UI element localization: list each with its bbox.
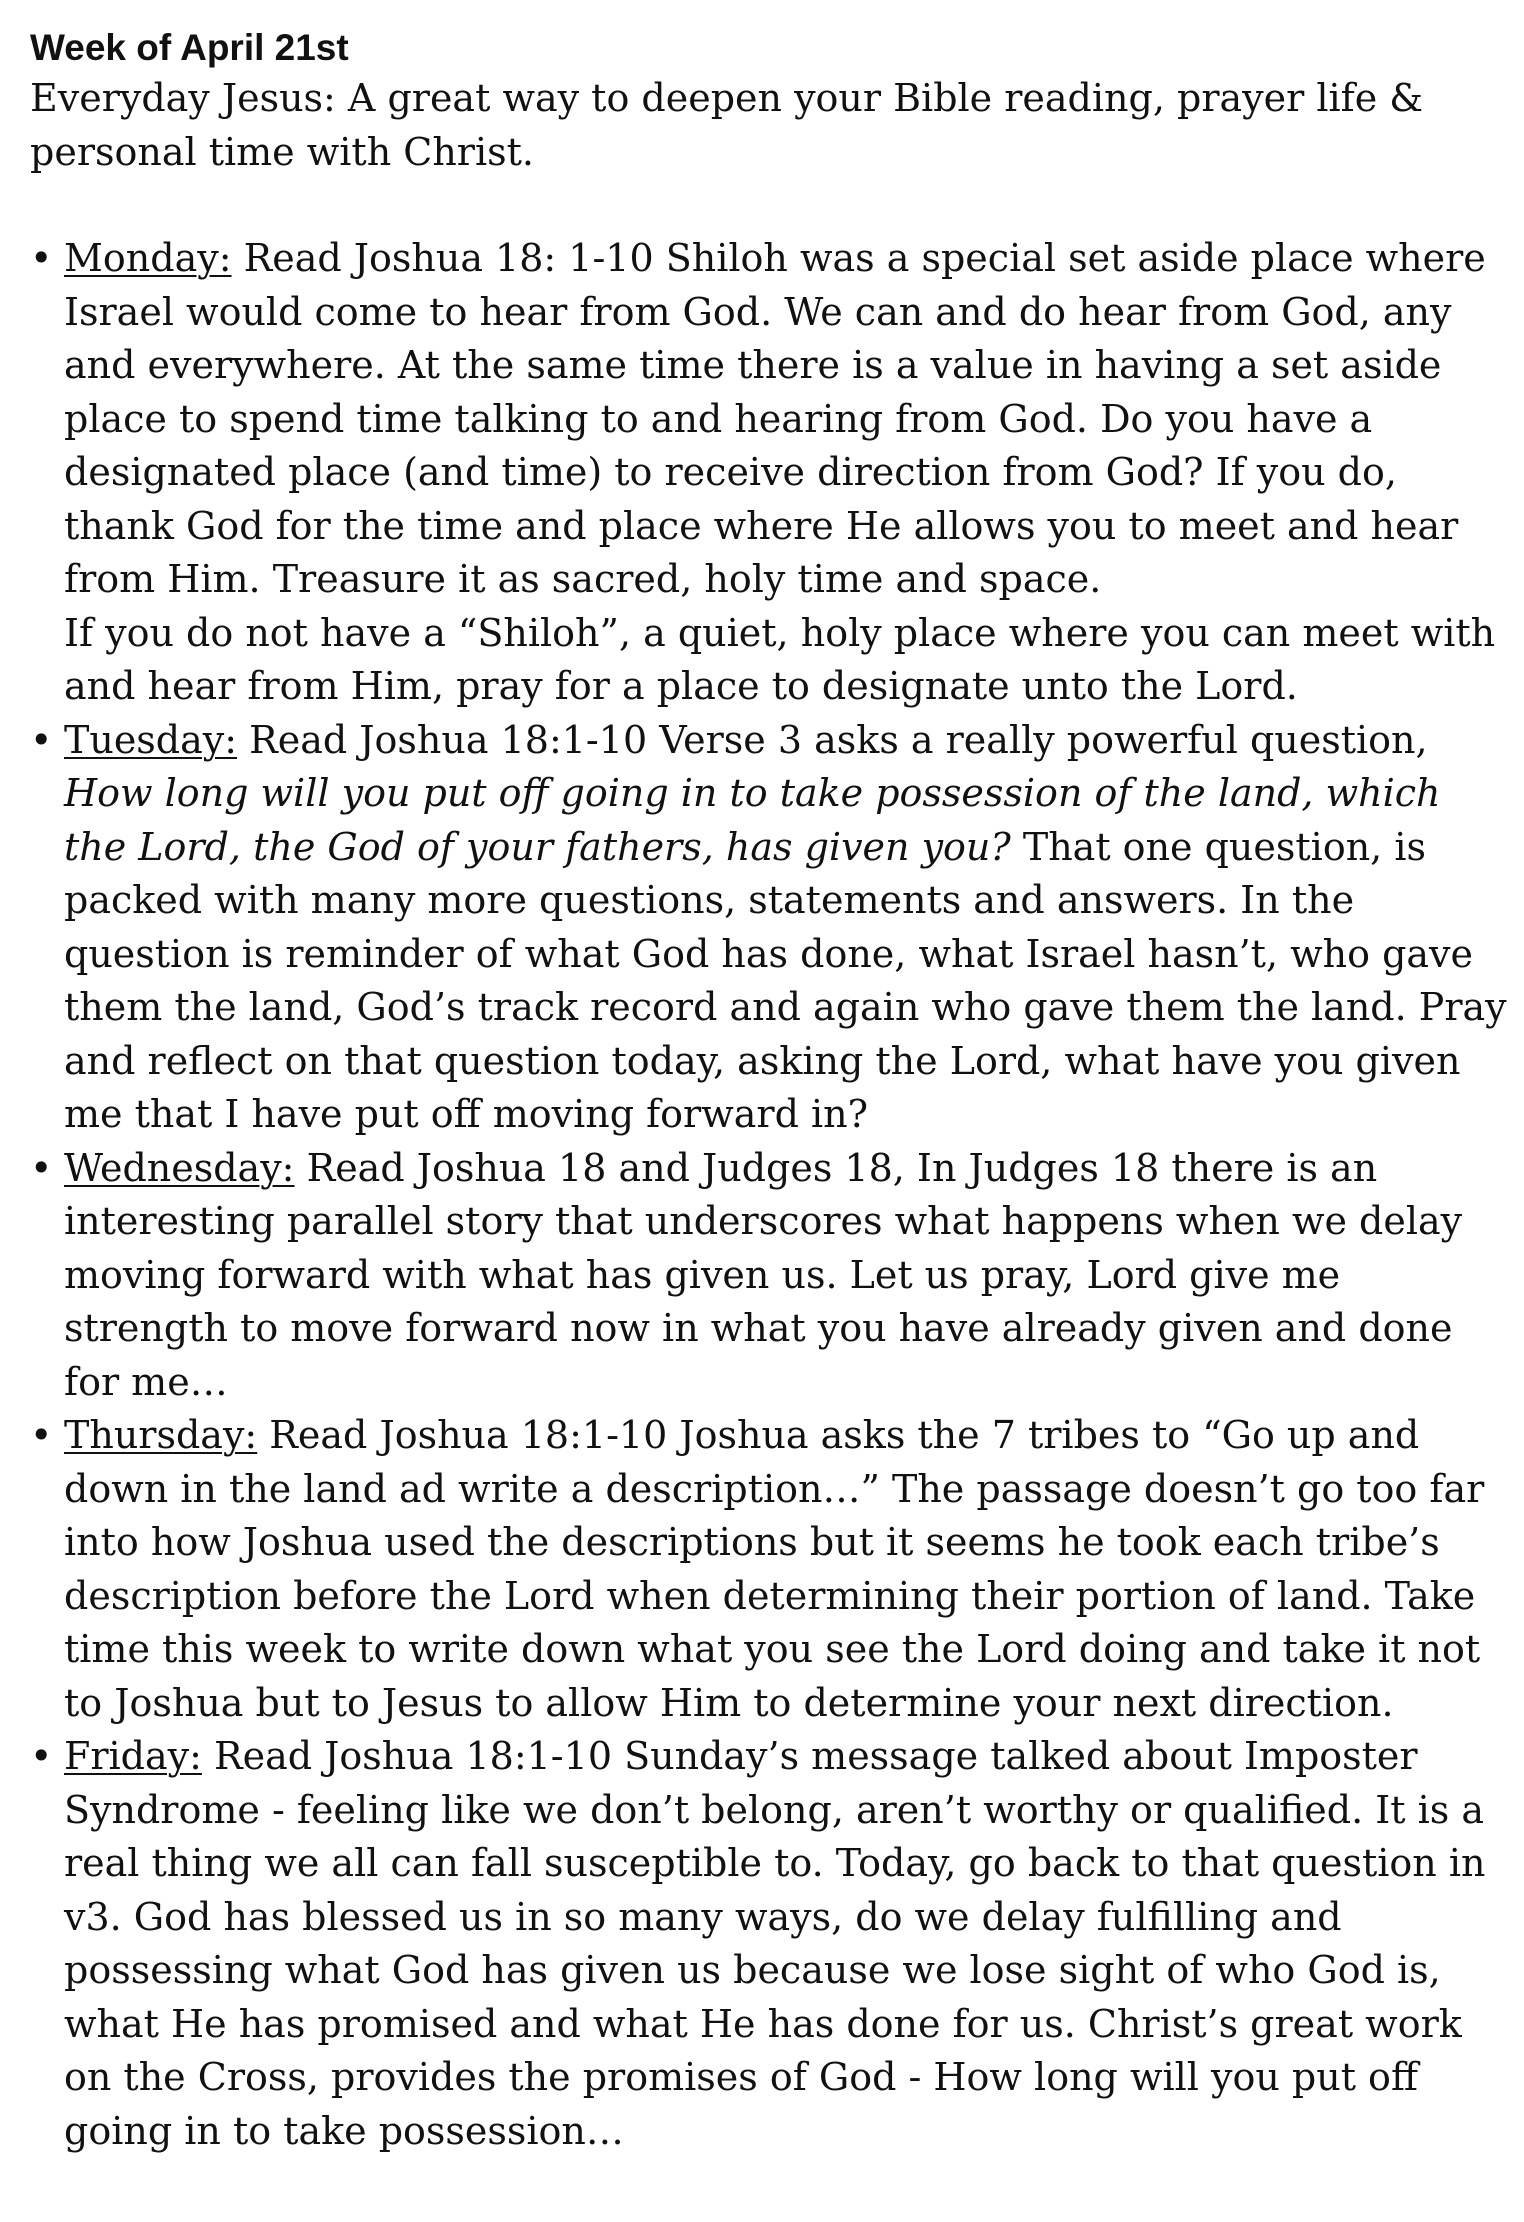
- day-text-tuesday-continued: That one question, is packed with many more questions, statements and answers. In the question is reminder of what God has done, what Israel hasn’t, who gave them the land, God’s track record and again who gave them the land. Pray and reflect on that question today, asking the Lord, what have you given me that I have put off moving forward in?: [64, 824, 1507, 1136]
- day-text-thursday: Read Joshua 18:1-10 Joshua asks the 7 tribes to “Go up and down in the land ad write a description…” The passage doesn’t go too far into how Joshua used the descriptions but it seems he took each tribe’s description before the Lord when determining their portion of land. Take time this week to write down what you see the Lord doing and take it not to Joshua but to Jesus to allow Him to determine your next direction.: [64, 1413, 1485, 1725]
- list-item-friday: [30, 1730, 1514, 2158]
- page-title: Week of April 21st: [30, 27, 349, 68]
- intro-text: Everyday Jesus: A great way to deepen your Bible reading, prayer life & personal time with Christ.: [30, 76, 1424, 174]
- day-label-thursday: Thursday:: [64, 1413, 258, 1457]
- day-label-tuesday: Tuesday:: [64, 717, 238, 762]
- daily-reading-list: [30, 232, 1514, 2158]
- document-page: [30, 24, 1514, 2158]
- bullet-icon: •: [30, 1413, 53, 1457]
- day-text-wednesday: Read Joshua 18 and Judges 18, In Judges 18 there is an interesting parallel story that underscores what happens when we delay moving forward with what has given us. Let us pray, Lord give me strength to move forward now in what you have already given and done for me…: [64, 1145, 1463, 1404]
- day-label-wednesday: Wednesday:: [64, 1145, 295, 1190]
- day-label-monday: Monday:: [64, 236, 232, 280]
- list-item-wednesday: [30, 1142, 1514, 1410]
- bullet-icon: •: [30, 717, 53, 762]
- list-item-monday: [30, 232, 1514, 714]
- bullet-icon: •: [30, 1734, 53, 1778]
- list-item-thursday: [30, 1409, 1514, 1730]
- bullet-icon: •: [30, 1145, 53, 1190]
- bullet-icon: •: [30, 236, 53, 280]
- day-label-friday: Friday:: [64, 1734, 202, 1778]
- day-text-monday: Read Joshua 18: 1-10 Shiloh was a special set aside place where Israel would come to hear from God. We can and do hear from God, any and everywhere. At the same time there is a value in having a set aside place to spend time talking to and hearing from God. Do you have a designated place (and time) to receive direction from God? If you do, thank God for the time and place where He allows you to meet and hear from Him. Treasure it as sacred, holy time and space.: [64, 236, 1486, 601]
- list-item-tuesday: [30, 714, 1514, 1142]
- scripture-quote: How long will you put off going in to take possession of the land, which the Lord, the God of your fathers, has given you?: [64, 771, 1441, 869]
- day-text-tuesday: Read Joshua 18:1-10 Verse 3 asks a really powerful question,: [237, 717, 1428, 762]
- day-text-monday-continued: If you do not have a “Shiloh”, a quiet, holy place where you can meet with and hear from Him, pray for a place to designate unto the Lord.: [64, 610, 1496, 708]
- day-text-friday: Read Joshua 18:1-10 Sunday’s message talked about Imposter Syndrome - feeling like we don’t belong, aren’t worthy or qualified. It is a real thing we all can fall susceptible to. Today, go back to that question in v3. God has blessed us in so many ways, do we delay fulfilling and possessing what God has given us because we lose sight of who God is, what He has promised and what He has done for us. Christ’s great work on the Cross, provides the promises of God - How long will you put off going in to take possession…: [64, 1734, 1486, 2153]
